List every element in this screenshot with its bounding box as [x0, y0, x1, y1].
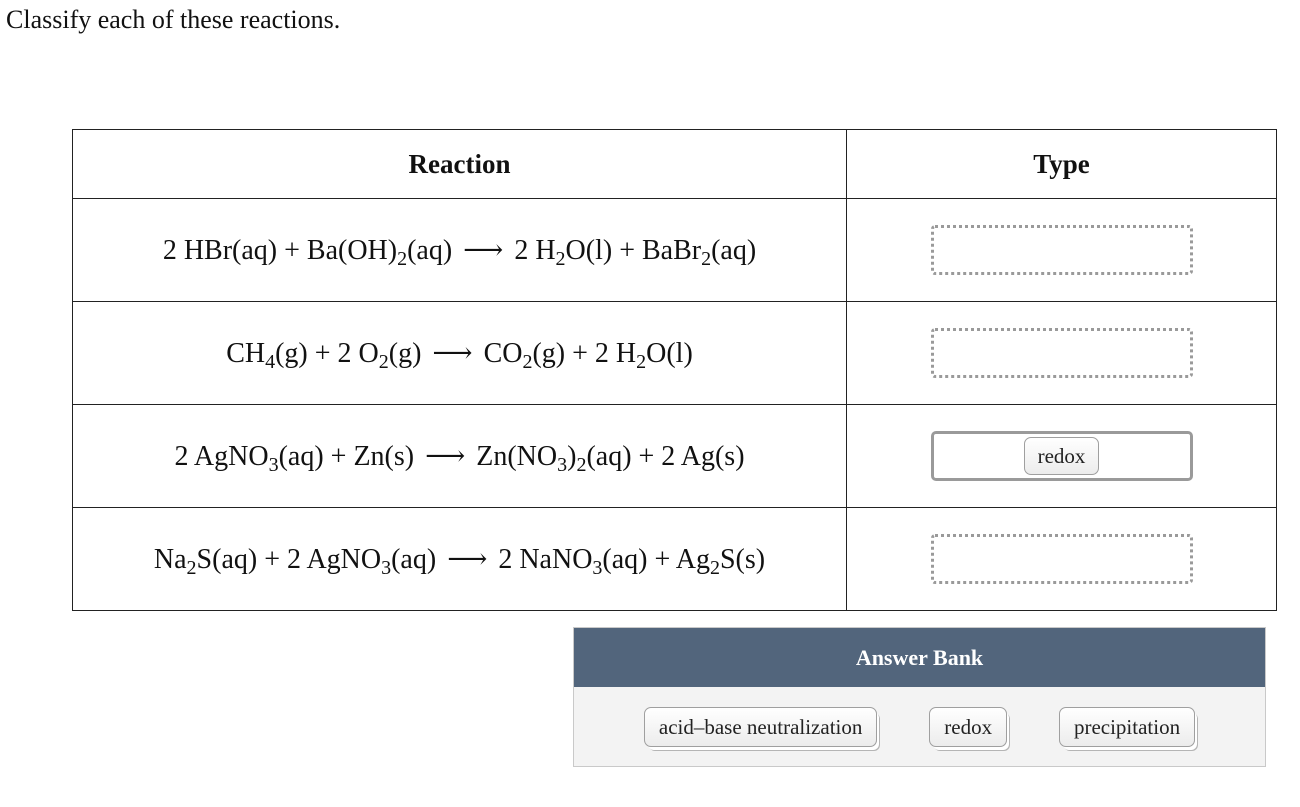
reaction-equation: $Na_2S(aq) + 2$ AgNO$_3$(aq) ⟶ 2 NaNO$_3$(aq) + $Ag_2S(s)$ [153, 544, 766, 579]
reaction-equation-cell [73, 302, 847, 405]
reaction-column-header: Reaction [73, 130, 847, 199]
table-row [73, 508, 1277, 611]
table-header-row [73, 130, 1277, 199]
table-row [73, 302, 1277, 405]
type-cell [847, 405, 1277, 508]
reaction-equation: $CH_4(g) + 2$ $O_2(g)$ ⟶ $CO_2(g) + 2$ $H_2O(l)$ [226, 338, 693, 373]
type-cell [847, 302, 1277, 405]
answer-bank-title: Answer Bank [574, 628, 1265, 687]
reaction-equation: 2 $HBr(aq) + Ba(OH)_2(aq)$ ⟶ 2 $H_2O(l)$ + BaBr$_2$(aq) [162, 235, 757, 270]
type-drop-zone[interactable] [931, 534, 1193, 584]
type-drop-zone[interactable] [931, 225, 1193, 275]
type-drop-zone[interactable] [931, 431, 1193, 481]
table-row [73, 405, 1277, 508]
type-cell [847, 508, 1277, 611]
type-drop-zone[interactable] [931, 328, 1193, 378]
answer-chip-redox[interactable]: redox [929, 707, 1007, 747]
reaction-equation-cell [73, 199, 847, 302]
answer-chip-precipitation[interactable]: precipitation [1059, 707, 1195, 747]
type-cell [847, 199, 1277, 302]
table-row [73, 199, 1277, 302]
reactions-table [72, 129, 1277, 611]
reaction-equation: 2 AgNO$_3$(aq) + Zn(s) ⟶ $Zn(NO_3)_2(aq) + 2$ Ag(s) [174, 441, 745, 476]
question-prompt: Classify each of these reactions. [6, 5, 341, 34]
placed-answer-chip[interactable]: redox [1024, 437, 1100, 475]
answer-bank [573, 627, 1266, 767]
reaction-equation-cell [73, 405, 847, 508]
type-column-header: Type [847, 130, 1277, 199]
reaction-equation-cell [73, 508, 847, 611]
answer-bank-items [574, 687, 1265, 766]
answer-chip-acid-base-neutralization[interactable]: acid–base neutralization [644, 707, 878, 747]
